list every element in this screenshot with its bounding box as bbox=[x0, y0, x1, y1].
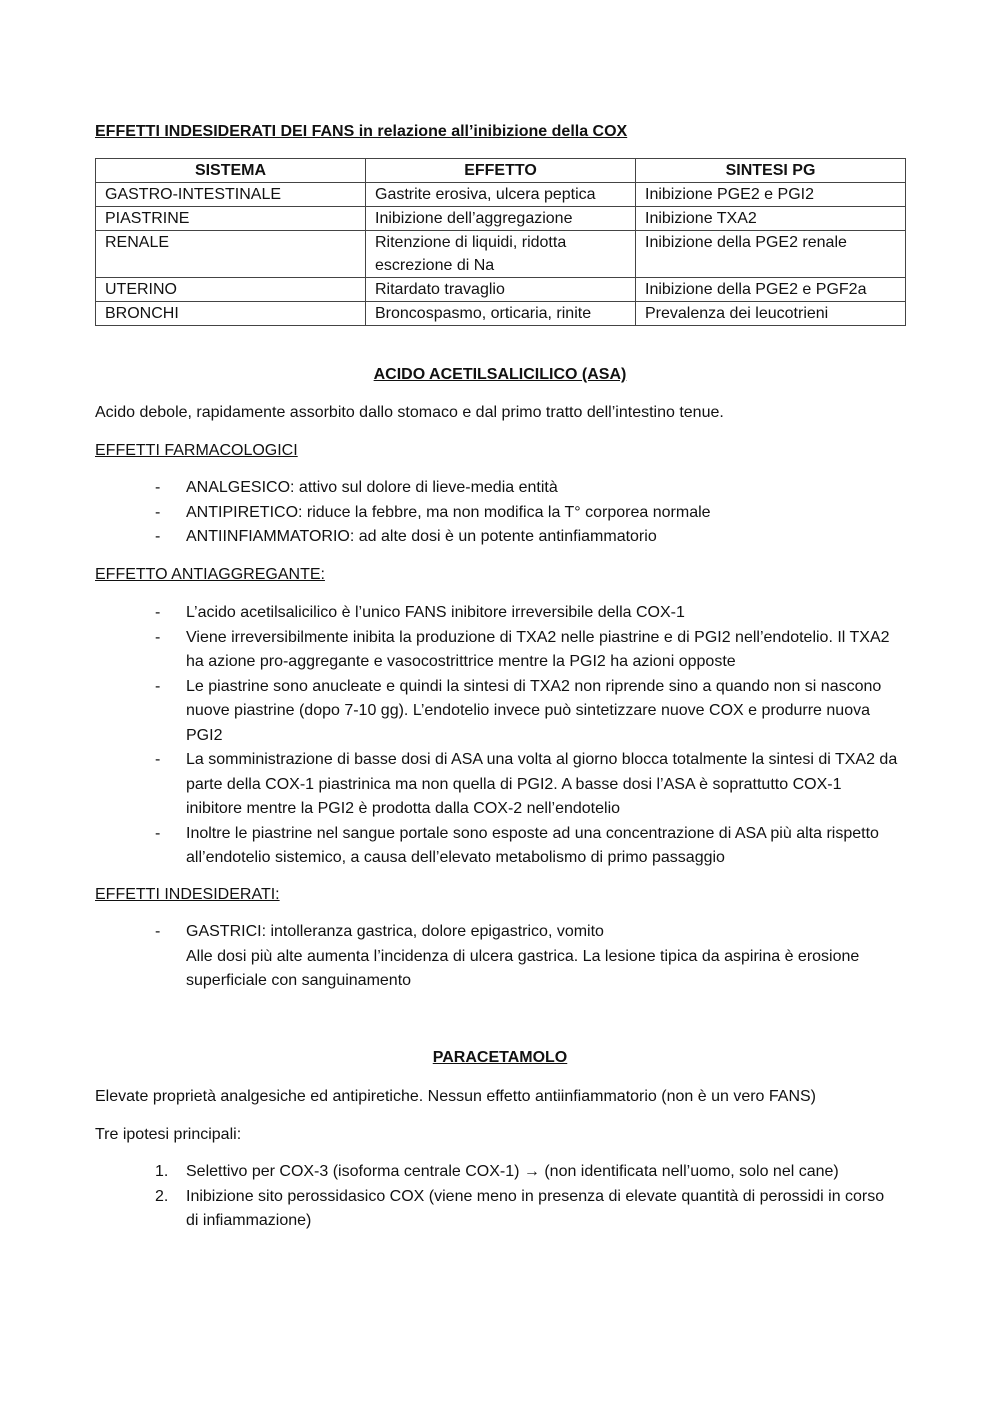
section-title-asa: ACIDO ACETILSALICILICO (ASA) bbox=[373, 366, 627, 383]
cell-sistema: UTERINO bbox=[96, 278, 366, 302]
list-item-text: ANTIPIRETICO: riduce la febbre, ma non modifica la T° corporea normale bbox=[186, 503, 711, 521]
list-item bbox=[95, 601, 900, 626]
list-item bbox=[95, 525, 900, 550]
table-row bbox=[96, 278, 906, 302]
section-title-effetti-indesiderati: EFFETTI INDESIDERATI DEI FANS in relazione all’inibizione della COX bbox=[95, 123, 628, 140]
cell-effetto: Inibizione dell’aggregazione bbox=[366, 207, 636, 231]
cell-effetto: Ritardato travaglio bbox=[366, 278, 636, 302]
list-ipotesi bbox=[95, 1160, 900, 1234]
cell-effetto: Broncospasmo, orticaria, rinite bbox=[366, 302, 636, 326]
list-item bbox=[95, 675, 900, 749]
heading-effetti-indesiderati: EFFETTI INDESIDERATI: bbox=[95, 886, 280, 903]
table-row bbox=[96, 183, 906, 207]
list-item-note: Alle dosi più alte aumenta l’incidenza di ulcera gastrica. La lesione tipica da aspirina è erosione superficiale con sanguinamento bbox=[186, 947, 860, 989]
list-number: 2. bbox=[155, 1187, 169, 1205]
list-item bbox=[95, 501, 900, 526]
bullet-dash: - bbox=[155, 604, 161, 621]
header-sintesi-pg: SINTESI PG bbox=[636, 159, 906, 183]
cell-sistema: RENALE bbox=[96, 231, 366, 278]
list-item bbox=[95, 1160, 900, 1185]
table-row bbox=[96, 207, 906, 231]
list-item-text: ANALGESICO: attivo sul dolore di lieve-media entità bbox=[186, 479, 558, 496]
bullet-dash: - bbox=[155, 528, 161, 545]
list-effetto-antiaggregante bbox=[95, 601, 900, 871]
list-item-text: ANTIINFIAMMATORIO: ad alte dosi è un potente antinfiammatorio bbox=[186, 528, 657, 545]
cell-sintesi: Inibizione TXA2 bbox=[636, 207, 906, 231]
list-item-text: GASTRICI: intolleranza gastrica, dolore epigastrico, vomito bbox=[186, 923, 604, 940]
list-effetti-indesiderati bbox=[95, 920, 900, 994]
list-item bbox=[95, 920, 900, 994]
list-item-text: L’acido acetilsalicilico è l’unico FANS inibitore irreversibile della COX-1 bbox=[186, 604, 685, 621]
bullet-dash: - bbox=[155, 677, 161, 695]
effects-table bbox=[95, 158, 906, 326]
heading-effetto-antiaggregante: EFFETTO ANTIAGGREGANTE: bbox=[95, 566, 325, 583]
bullet-dash: - bbox=[155, 628, 161, 646]
list-number: 1. bbox=[155, 1163, 169, 1180]
header-effetto: EFFETTO bbox=[366, 159, 636, 183]
heading-effetti-farmacologici: EFFETTI FARMACOLOGICI bbox=[95, 442, 298, 459]
bullet-dash: - bbox=[155, 751, 161, 768]
cell-sintesi: Inibizione PGE2 e PGI2 bbox=[636, 183, 906, 207]
paracetamolo-intro: Elevate proprietà analgesiche ed antipiretiche. Nessun effetto antiinfiammatorio (non è un vero FANS) bbox=[95, 1088, 816, 1105]
list-item-text: Le piastrine sono anucleate e quindi la sintesi di TXA2 non riprende sino a quando non si nascono nuove piastrine (dopo 7-10 gg). L’endotelio invece può sintetizzare nuove COX e produrre nuova PGI2 bbox=[186, 677, 882, 744]
cell-sistema: GASTRO-INTESTINALE bbox=[96, 183, 366, 207]
cell-effetto: Ritenzione di liquidi, ridotta escrezione di Na bbox=[366, 231, 636, 278]
list-item bbox=[95, 822, 900, 871]
section-title-paracetamolo: PARACETAMOLO bbox=[432, 1049, 568, 1066]
list-item-text: La somministrazione di basse dosi di ASA una volta al giorno blocca totalmente la sintesi di TXA2 da parte della COX-1 piastrinica ma non quella di PGI2. A basse dosi l’ASA è soprattutto COX-1 inibitore mentre la PGI2 è prodotta dalla COX-2 nell’endotelio bbox=[186, 751, 898, 817]
heading-ipotesi: Tre ipotesi principali: bbox=[95, 1126, 242, 1143]
bullet-dash: - bbox=[155, 479, 161, 496]
cell-sintesi: Inibizione della PGE2 renale bbox=[636, 231, 906, 278]
list-item bbox=[95, 748, 900, 822]
table-row bbox=[96, 231, 906, 278]
list-item-text: Inibizione sito perossidasico COX (viene meno in presenza di elevate quantità di perossidi in corso di infiammazione) bbox=[186, 1187, 885, 1229]
list-item bbox=[95, 476, 900, 501]
list-item-text: Selettivo per COX-3 (isoforma centrale COX-1) → (non identificata nell’uomo, solo nel cane) bbox=[186, 1163, 839, 1180]
list-item-text: Inoltre le piastrine nel sangue portale sono esposte ad una concentrazione di ASA più alta rispetto all’endotelio sistemico, a causa dell’elevato metabolismo di primo passaggio bbox=[186, 824, 879, 866]
bullet-dash: - bbox=[155, 923, 161, 940]
table-header-row bbox=[96, 159, 906, 183]
list-item bbox=[95, 626, 900, 675]
bullet-dash: - bbox=[155, 824, 161, 842]
bullet-dash: - bbox=[155, 503, 161, 521]
header-sistema: SISTEMA bbox=[96, 159, 366, 183]
cell-sintesi: Prevalenza dei leucotrieni bbox=[636, 302, 906, 326]
asa-intro: Acido debole, rapidamente assorbito dallo stomaco e dal primo tratto dell’intestino tenue. bbox=[95, 404, 724, 421]
cell-sintesi: Inibizione della PGE2 e PGF2a bbox=[636, 278, 906, 302]
cell-sistema: PIASTRINE bbox=[96, 207, 366, 231]
list-item-text: Viene irreversibilmente inibita la produzione di TXA2 nelle piastrine e di PGI2 nell’endotelio. Il TXA2 ha azione pro-aggregante e vasocostrittrice mentre la PGI2 ha azioni opposte bbox=[186, 628, 890, 670]
list-effetti-farmacologici bbox=[95, 476, 900, 550]
table-row bbox=[96, 302, 906, 326]
cell-sistema: BRONCHI bbox=[96, 302, 366, 326]
list-item bbox=[95, 1185, 900, 1234]
cell-effetto: Gastrite erosiva, ulcera peptica bbox=[366, 183, 636, 207]
